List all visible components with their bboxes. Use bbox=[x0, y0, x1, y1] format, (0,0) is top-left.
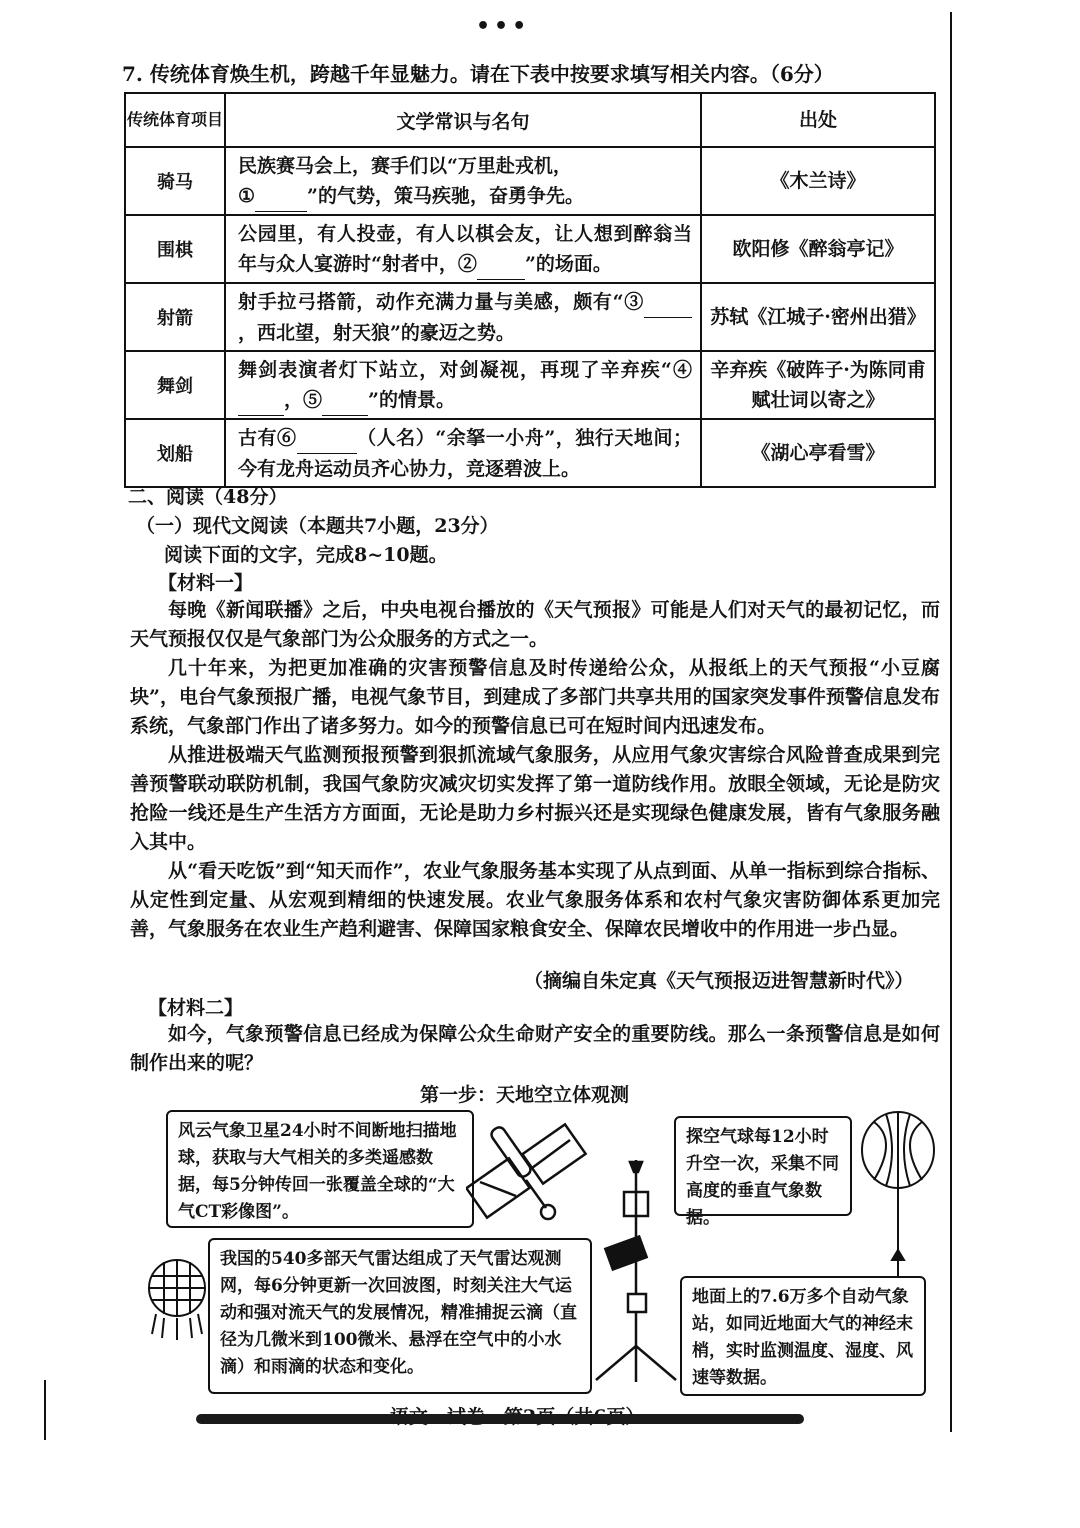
row-text-part: 古有⑥ bbox=[238, 426, 297, 449]
section-heading: 二、阅读（48分） bbox=[128, 486, 288, 508]
row-item: 划船 bbox=[125, 419, 225, 487]
horizontal-scrollbar[interactable] bbox=[196, 1414, 804, 1424]
paragraph: 几十年来，为把更加准确的灾害预警信息及时传递给公众，从报纸上的天气预报“小豆腐块”，电台气象预报广播，电视气象节目，到建成了多部门共享共用的国家突发事件预警信息发布系统，气象部门作出了诸多努力。如今的预警信息已可在短时间内迅速发布。 bbox=[130, 657, 940, 737]
row-item: 骑马 bbox=[125, 147, 225, 215]
paragraph: 如今，气象预警信息已经成为保障公众生命财产安全的重要防线。那么一条预警信息是如何制作出来的呢？ bbox=[130, 1023, 940, 1074]
table-row bbox=[125, 147, 935, 215]
row-source: 苏轼《江城子·密州出猎》 bbox=[701, 283, 935, 351]
row-item: 围棋 bbox=[125, 215, 225, 283]
col-header-text: 文学常识与名句 bbox=[225, 93, 701, 147]
radar-icon bbox=[142, 1256, 212, 1348]
table-row bbox=[125, 351, 935, 419]
row-text bbox=[225, 351, 701, 419]
row-text-part: 民族赛马会上，赛手们以“万里赴戎机， bbox=[238, 154, 572, 177]
row-text bbox=[225, 419, 701, 487]
more-options-icon[interactable]: ••• bbox=[476, 14, 531, 39]
radar-box: 我国的540多部天气雷达组成了天气雷达观测网，每6分钟更新一次回波图，时刻关注大气运动和强对流天气的发展情况，精准捕捉云滴（直径为几微米到100微米、悬浮在空气中的小水滴）和雨滴的状态和变化。 bbox=[208, 1238, 592, 1394]
answer-blank-5[interactable] bbox=[322, 385, 368, 416]
table-row bbox=[125, 419, 935, 487]
answer-blank-2[interactable] bbox=[477, 249, 525, 280]
satellite-box: 风云气象卫星24小时不间断地扫描地球，获取与大气相关的多类遥感数据，每5分钟传回一张覆盖全球的“大气CT彩像图”。 bbox=[166, 1110, 474, 1228]
row-text bbox=[225, 147, 701, 215]
question-7-table bbox=[124, 92, 936, 488]
question-7-title: 7. 传统体育焕生机，跨越千年显魅力。请在下表中按要求填写相关内容。（6分） bbox=[122, 62, 834, 86]
row-item: 舞剑 bbox=[125, 351, 225, 419]
row-text-part: ”的情景。 bbox=[368, 388, 455, 411]
col-header-item: 传统体育项目 bbox=[125, 93, 225, 147]
page-edge-line-left bbox=[44, 1380, 46, 1440]
row-source: 欧阳修《醉翁亭记》 bbox=[701, 215, 935, 283]
satellite-icon bbox=[466, 1118, 590, 1234]
row-text-part: ”的气势，策马疾驰，奋勇争先。 bbox=[307, 184, 584, 207]
answer-blank-1[interactable] bbox=[255, 181, 307, 212]
row-item: 射箭 bbox=[125, 283, 225, 351]
page-edge-line bbox=[950, 12, 952, 1432]
balloon-icon bbox=[856, 1110, 940, 1282]
material-1-body bbox=[130, 596, 940, 944]
row-source: 《湖心亭看雪》 bbox=[701, 419, 935, 487]
paragraph: 从“看天吃饭”到“知天而作”，农业气象服务基本实现了从点到面、从单一指标到综合指标、从定性到定量、从宏观到精细的快速发展。农业气象服务体系和农村气象灾害防御体系更加完善，气象服务在农业生产趋利避害、保障国家粮食安全、保障农民增收中的作用进一步凸显。 bbox=[130, 860, 940, 940]
subsection-heading: （一）现代文阅读（本题共7小题，23分） bbox=[136, 515, 499, 537]
material-1-label: 【材料一】 bbox=[158, 572, 254, 594]
row-text-part: 射手拉弓搭箭，动作充满力量与美感，颇有“③ bbox=[238, 290, 644, 313]
table-row bbox=[125, 283, 935, 351]
material-1-source: （摘编自朱定真《天气预报迈进智慧新时代》） bbox=[524, 970, 914, 992]
col-header-source: 出处 bbox=[701, 93, 935, 147]
row-source: 《木兰诗》 bbox=[701, 147, 935, 215]
answer-blank-4[interactable] bbox=[238, 385, 284, 416]
answer-blank-6[interactable] bbox=[297, 423, 357, 454]
row-text bbox=[225, 215, 701, 283]
row-text-part: ，西北望，射天狼”的豪迈之势。 bbox=[238, 321, 515, 344]
step-1-title: 第一步：天地空立体观测 bbox=[420, 1084, 630, 1106]
paragraph: 每晚《新闻联播》之后，中央电视台播放的《天气预报》可能是人们对天气的最初记忆，而天气预报仅仅是气象部门为公众服务的方式之一。 bbox=[130, 599, 940, 650]
material-2-label: 【材料二】 bbox=[148, 997, 244, 1019]
instruction: 阅读下面的文字，完成8~10题。 bbox=[164, 544, 448, 566]
row-text-part: （人名）“余拏一小舟”，独行天地间；今有龙舟运动员齐心协力，竞逐碧波上。 bbox=[238, 426, 692, 480]
table-header-row bbox=[125, 93, 935, 147]
weather-station-icon bbox=[590, 1156, 682, 1386]
row-text-part: 舞剑表演者灯下站立，对剑凝视，再现了辛弃疾“④ bbox=[238, 358, 692, 381]
weather-station-box: 地面上的7.6万多个自动气象站，如同近地面大气的神经末梢，实时监测温度、湿度、风速等数据。 bbox=[680, 1276, 926, 1396]
row-text-part: ”的场面。 bbox=[524, 252, 612, 275]
paragraph: 从推进极端天气监测预报预警到狠抓流域气象服务，从应用气象灾害综合风险普查成果到完善预警联动联防机制，我国气象防灾减灾切实发挥了第一道防线作用。放眼全领域，无论是防灾抢险一线还是生产生活方方面面，无论是助力乡村振兴还是实现绿色健康发展，皆有气象服务融入其中。 bbox=[130, 744, 940, 853]
row-text bbox=[225, 283, 701, 351]
balloon-box: 探空气球每12小时升空一次，采集不同高度的垂直气象数据。 bbox=[674, 1116, 852, 1216]
blank-number: ① bbox=[238, 184, 256, 207]
row-source: 辛弃疾《破阵子·为陈同甫赋壮词以寄之》 bbox=[701, 351, 935, 419]
material-2-body bbox=[130, 1020, 940, 1078]
row-text-part: ，⑤ bbox=[284, 388, 323, 411]
row-text-part: 公园里，有人投壶，有人以棋会友，让人想到醉翁当年与众人宴游时“射者中，② bbox=[238, 222, 692, 275]
table-row bbox=[125, 215, 935, 283]
answer-blank-3[interactable] bbox=[644, 287, 692, 318]
